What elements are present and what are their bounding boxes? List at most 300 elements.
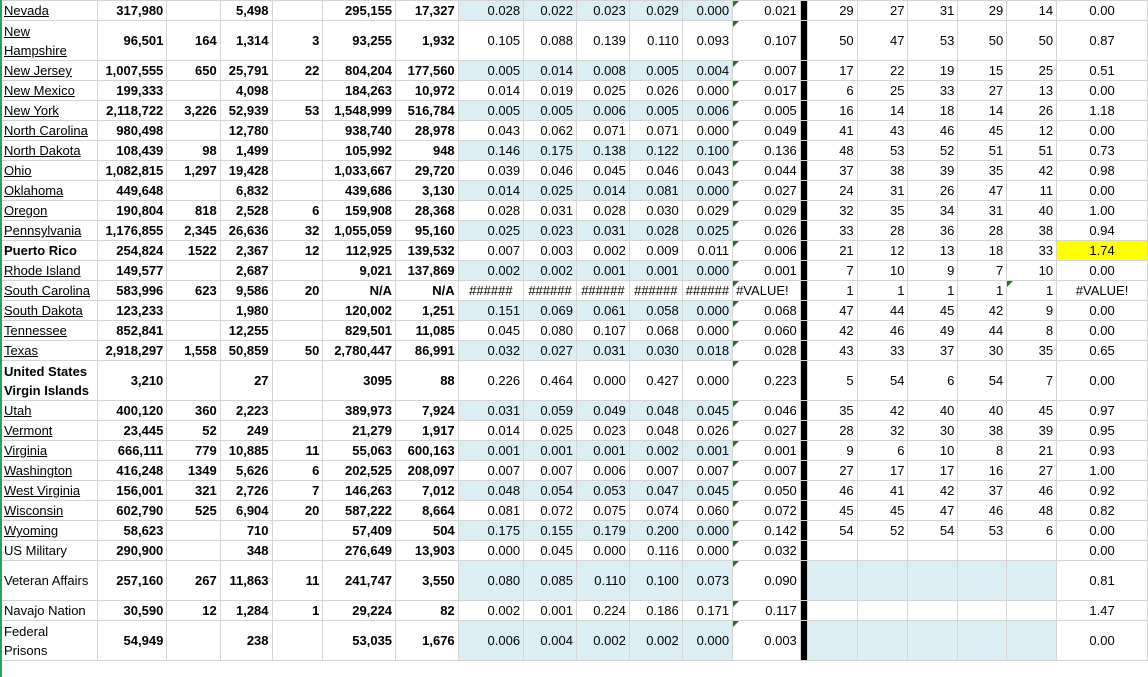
ratio-cell-2[interactable]: 0.088: [524, 21, 577, 61]
score-cell[interactable]: 1.74: [1057, 241, 1148, 261]
recovered-cell[interactable]: 57,409: [323, 521, 396, 541]
average-cell[interactable]: 0.050: [733, 481, 801, 501]
average-cell[interactable]: 0.007: [733, 461, 801, 481]
total-cases-cell[interactable]: 257,160: [98, 561, 167, 601]
ratio-cell-2[interactable]: 0.025: [524, 421, 577, 441]
ratio-cell-1[interactable]: 0.031: [458, 401, 523, 421]
col2-cell[interactable]: [167, 1, 220, 21]
total-cases-cell[interactable]: 123,233: [98, 301, 167, 321]
recovered-cell[interactable]: 184,263: [323, 81, 396, 101]
ratio-cell-4[interactable]: 0.029: [629, 1, 682, 21]
total-cases-cell[interactable]: 156,001: [98, 481, 167, 501]
ratio-cell-5[interactable]: 0.043: [682, 161, 732, 181]
ratio-cell-1[interactable]: 0.048: [458, 481, 523, 501]
score-cell[interactable]: 0.00: [1057, 301, 1148, 321]
ratio-cell-3[interactable]: 0.000: [576, 361, 629, 401]
rank-cell-2[interactable]: 35: [857, 201, 908, 221]
ratio-cell-3[interactable]: 0.014: [576, 181, 629, 201]
ratio-cell-1[interactable]: 0.028: [458, 1, 523, 21]
recovered-cell[interactable]: 93,255: [323, 21, 396, 61]
region-name-cell[interactable]: [1, 601, 98, 621]
region-name-cell[interactable]: [1, 281, 98, 301]
ratio-cell-1[interactable]: 0.028: [458, 201, 523, 221]
ratio-cell-4[interactable]: 0.186: [629, 601, 682, 621]
deaths-cell[interactable]: 2,367: [220, 241, 272, 261]
rank-cell-4[interactable]: 29: [958, 1, 1007, 21]
ratio-cell-1[interactable]: 0.151: [458, 301, 523, 321]
rank-cell-5[interactable]: 27: [1007, 461, 1057, 481]
rank-cell-2[interactable]: 53: [857, 141, 908, 161]
ratio-cell-5[interactable]: 0.171: [682, 601, 732, 621]
score-cell[interactable]: 0.95: [1057, 421, 1148, 441]
ratio-cell-1[interactable]: 0.014: [458, 181, 523, 201]
region-name-cell[interactable]: [1, 161, 98, 181]
active-cell[interactable]: 948: [396, 141, 459, 161]
total-cases-cell[interactable]: 1,082,815: [98, 161, 167, 181]
col4-cell[interactable]: 11: [272, 561, 323, 601]
recovered-cell[interactable]: 29,224: [323, 601, 396, 621]
col2-cell[interactable]: 267: [167, 561, 220, 601]
ratio-cell-1[interactable]: 0.039: [458, 161, 523, 181]
col4-cell[interactable]: 3: [272, 21, 323, 61]
active-cell[interactable]: 17,327: [396, 1, 459, 21]
ratio-cell-4[interactable]: 0.009: [629, 241, 682, 261]
ratio-cell-3[interactable]: 0.000: [576, 541, 629, 561]
col4-cell[interactable]: [272, 1, 323, 21]
rank-cell-4[interactable]: 40: [958, 401, 1007, 421]
ratio-cell-1[interactable]: 0.080: [458, 561, 523, 601]
col2-cell[interactable]: 623: [167, 281, 220, 301]
deaths-cell[interactable]: 27: [220, 361, 272, 401]
col4-cell[interactable]: [272, 321, 323, 341]
total-cases-cell[interactable]: 2,918,297: [98, 341, 167, 361]
rank-cell-4[interactable]: 46: [958, 501, 1007, 521]
ratio-cell-2[interactable]: 0.004: [524, 621, 577, 661]
region-name-cell[interactable]: [1, 541, 98, 561]
total-cases-cell[interactable]: 416,248: [98, 461, 167, 481]
average-cell[interactable]: 0.049: [733, 121, 801, 141]
rank-cell-4[interactable]: 16: [958, 461, 1007, 481]
rank-cell-3[interactable]: 37: [908, 341, 958, 361]
rank-cell-3[interactable]: 30: [908, 421, 958, 441]
col2-cell[interactable]: 3,226: [167, 101, 220, 121]
deaths-cell[interactable]: 1,314: [220, 21, 272, 61]
ratio-cell-4[interactable]: 0.058: [629, 301, 682, 321]
ratio-cell-1[interactable]: 0.032: [458, 341, 523, 361]
recovered-cell[interactable]: 112,925: [323, 241, 396, 261]
col2-cell[interactable]: [167, 261, 220, 281]
ratio-cell-5[interactable]: 0.000: [682, 81, 732, 101]
ratio-cell-2[interactable]: 0.464: [524, 361, 577, 401]
rank-cell-4[interactable]: 28: [958, 221, 1007, 241]
deaths-cell[interactable]: 2,726: [220, 481, 272, 501]
rank-cell-4[interactable]: 7: [958, 261, 1007, 281]
deaths-cell[interactable]: 4,098: [220, 81, 272, 101]
ratio-cell-2[interactable]: 0.022: [524, 1, 577, 21]
score-cell[interactable]: 0.94: [1057, 221, 1148, 241]
rank-cell-3[interactable]: 10: [908, 441, 958, 461]
rank-cell-2[interactable]: 27: [857, 1, 908, 21]
total-cases-cell[interactable]: 23,445: [98, 421, 167, 441]
ratio-cell-2[interactable]: 0.003: [524, 241, 577, 261]
rank-cell-2[interactable]: [857, 561, 908, 601]
ratio-cell-4[interactable]: ######: [629, 281, 682, 301]
deaths-cell[interactable]: 6,832: [220, 181, 272, 201]
rank-cell-1[interactable]: 48: [807, 141, 857, 161]
ratio-cell-1[interactable]: 0.014: [458, 421, 523, 441]
rank-cell-5[interactable]: 6: [1007, 521, 1057, 541]
ratio-cell-4[interactable]: 0.028: [629, 221, 682, 241]
rank-cell-1[interactable]: 1: [807, 281, 857, 301]
ratio-cell-4[interactable]: 0.002: [629, 441, 682, 461]
score-cell[interactable]: 0.82: [1057, 501, 1148, 521]
total-cases-cell[interactable]: 583,996: [98, 281, 167, 301]
rank-cell-4[interactable]: [958, 561, 1007, 601]
rank-cell-4[interactable]: 27: [958, 81, 1007, 101]
score-cell[interactable]: 0.00: [1057, 361, 1148, 401]
deaths-cell[interactable]: 52,939: [220, 101, 272, 121]
deaths-cell[interactable]: 2,687: [220, 261, 272, 281]
rank-cell-1[interactable]: 21: [807, 241, 857, 261]
rank-cell-1[interactable]: 46: [807, 481, 857, 501]
rank-cell-4[interactable]: 53: [958, 521, 1007, 541]
ratio-cell-3[interactable]: 0.031: [576, 341, 629, 361]
average-cell[interactable]: 0.017: [733, 81, 801, 101]
ratio-cell-4[interactable]: 0.002: [629, 621, 682, 661]
average-cell[interactable]: 0.007: [733, 61, 801, 81]
region-name-cell[interactable]: [1, 341, 98, 361]
ratio-cell-4[interactable]: 0.026: [629, 81, 682, 101]
ratio-cell-2[interactable]: 0.019: [524, 81, 577, 101]
rank-cell-2[interactable]: 33: [857, 341, 908, 361]
score-cell[interactable]: 0.00: [1057, 521, 1148, 541]
average-cell[interactable]: 0.142: [733, 521, 801, 541]
col2-cell[interactable]: [167, 301, 220, 321]
ratio-cell-1[interactable]: 0.081: [458, 501, 523, 521]
ratio-cell-4[interactable]: 0.068: [629, 321, 682, 341]
rank-cell-3[interactable]: [908, 601, 958, 621]
ratio-cell-1[interactable]: 0.006: [458, 621, 523, 661]
rank-cell-3[interactable]: 47: [908, 501, 958, 521]
rank-cell-2[interactable]: 14: [857, 101, 908, 121]
ratio-cell-5[interactable]: 0.045: [682, 401, 732, 421]
rank-cell-5[interactable]: 42: [1007, 161, 1057, 181]
active-cell[interactable]: 28,368: [396, 201, 459, 221]
col4-cell[interactable]: 53: [272, 101, 323, 121]
total-cases-cell[interactable]: 317,980: [98, 1, 167, 21]
score-cell[interactable]: 0.98: [1057, 161, 1148, 181]
ratio-cell-2[interactable]: 0.014: [524, 61, 577, 81]
region-name-cell[interactable]: [1, 421, 98, 441]
col2-cell[interactable]: [167, 81, 220, 101]
region-name-cell[interactable]: [1, 301, 98, 321]
rank-cell-5[interactable]: 25: [1007, 61, 1057, 81]
recovered-cell[interactable]: 3095: [323, 361, 396, 401]
average-cell[interactable]: 0.046: [733, 401, 801, 421]
total-cases-cell[interactable]: 30,590: [98, 601, 167, 621]
ratio-cell-4[interactable]: 0.116: [629, 541, 682, 561]
ratio-cell-1[interactable]: 0.007: [458, 461, 523, 481]
active-cell[interactable]: 1,932: [396, 21, 459, 61]
rank-cell-1[interactable]: 16: [807, 101, 857, 121]
ratio-cell-1[interactable]: ######: [458, 281, 523, 301]
average-cell[interactable]: 0.068: [733, 301, 801, 321]
ratio-cell-2[interactable]: 0.046: [524, 161, 577, 181]
col4-cell[interactable]: 32: [272, 221, 323, 241]
average-cell[interactable]: 0.027: [733, 181, 801, 201]
rank-cell-2[interactable]: 22: [857, 61, 908, 81]
deaths-cell[interactable]: 249: [220, 421, 272, 441]
rank-cell-3[interactable]: 18: [908, 101, 958, 121]
rank-cell-5[interactable]: 51: [1007, 141, 1057, 161]
rank-cell-1[interactable]: 17: [807, 61, 857, 81]
deaths-cell[interactable]: 2,528: [220, 201, 272, 221]
rank-cell-1[interactable]: 42: [807, 321, 857, 341]
score-cell[interactable]: 0.00: [1057, 81, 1148, 101]
recovered-cell[interactable]: 587,222: [323, 501, 396, 521]
col2-cell[interactable]: 650: [167, 61, 220, 81]
rank-cell-1[interactable]: 47: [807, 301, 857, 321]
deaths-cell[interactable]: 25,791: [220, 61, 272, 81]
rank-cell-4[interactable]: 37: [958, 481, 1007, 501]
rank-cell-1[interactable]: 9: [807, 441, 857, 461]
total-cases-cell[interactable]: 199,333: [98, 81, 167, 101]
col2-cell[interactable]: [167, 181, 220, 201]
active-cell[interactable]: 504: [396, 521, 459, 541]
total-cases-cell[interactable]: 449,648: [98, 181, 167, 201]
deaths-cell[interactable]: 11,863: [220, 561, 272, 601]
rank-cell-2[interactable]: 1: [857, 281, 908, 301]
region-name-cell[interactable]: [1, 361, 98, 401]
active-cell[interactable]: 88: [396, 361, 459, 401]
region-name-cell[interactable]: [1, 121, 98, 141]
ratio-cell-3[interactable]: 0.028: [576, 201, 629, 221]
recovered-cell[interactable]: 146,263: [323, 481, 396, 501]
deaths-cell[interactable]: 1,499: [220, 141, 272, 161]
rank-cell-1[interactable]: 29: [807, 1, 857, 21]
active-cell[interactable]: 82: [396, 601, 459, 621]
rank-cell-3[interactable]: 31: [908, 1, 958, 21]
col4-cell[interactable]: 6: [272, 461, 323, 481]
col4-cell[interactable]: 20: [272, 281, 323, 301]
deaths-cell[interactable]: 19,428: [220, 161, 272, 181]
col4-cell[interactable]: 7: [272, 481, 323, 501]
average-cell[interactable]: 0.072: [733, 501, 801, 521]
rank-cell-3[interactable]: 39: [908, 161, 958, 181]
col4-cell[interactable]: [272, 181, 323, 201]
rank-cell-3[interactable]: 46: [908, 121, 958, 141]
ratio-cell-4[interactable]: 0.081: [629, 181, 682, 201]
rank-cell-5[interactable]: 38: [1007, 221, 1057, 241]
rank-cell-4[interactable]: 14: [958, 101, 1007, 121]
ratio-cell-4[interactable]: 0.007: [629, 461, 682, 481]
ratio-cell-4[interactable]: 0.110: [629, 21, 682, 61]
region-name-cell[interactable]: [1, 21, 98, 61]
col4-cell[interactable]: [272, 361, 323, 401]
rank-cell-3[interactable]: 33: [908, 81, 958, 101]
average-cell[interactable]: 0.021: [733, 1, 801, 21]
total-cases-cell[interactable]: 54,949: [98, 621, 167, 661]
score-cell[interactable]: 0.00: [1057, 121, 1148, 141]
active-cell[interactable]: 1,676: [396, 621, 459, 661]
rank-cell-4[interactable]: 8: [958, 441, 1007, 461]
rank-cell-3[interactable]: [908, 541, 958, 561]
rank-cell-5[interactable]: 46: [1007, 481, 1057, 501]
score-cell[interactable]: 0.97: [1057, 401, 1148, 421]
average-cell[interactable]: #VALUE!: [733, 281, 801, 301]
ratio-cell-5[interactable]: 0.000: [682, 621, 732, 661]
ratio-cell-4[interactable]: 0.046: [629, 161, 682, 181]
ratio-cell-3[interactable]: 0.001: [576, 261, 629, 281]
recovered-cell[interactable]: 120,002: [323, 301, 396, 321]
total-cases-cell[interactable]: 666,111: [98, 441, 167, 461]
region-name-cell[interactable]: [1, 241, 98, 261]
rank-cell-2[interactable]: 31: [857, 181, 908, 201]
col2-cell[interactable]: [167, 521, 220, 541]
average-cell[interactable]: 0.032: [733, 541, 801, 561]
rank-cell-5[interactable]: 12: [1007, 121, 1057, 141]
score-cell[interactable]: 1.00: [1057, 461, 1148, 481]
col4-cell[interactable]: [272, 541, 323, 561]
deaths-cell[interactable]: 50,859: [220, 341, 272, 361]
ratio-cell-4[interactable]: 0.200: [629, 521, 682, 541]
recovered-cell[interactable]: 9,021: [323, 261, 396, 281]
rank-cell-4[interactable]: [958, 541, 1007, 561]
ratio-cell-5[interactable]: 0.000: [682, 181, 732, 201]
recovered-cell[interactable]: 439,686: [323, 181, 396, 201]
ratio-cell-3[interactable]: 0.139: [576, 21, 629, 61]
ratio-cell-5[interactable]: 0.000: [682, 121, 732, 141]
active-cell[interactable]: 516,784: [396, 101, 459, 121]
ratio-cell-5[interactable]: 0.026: [682, 421, 732, 441]
ratio-cell-1[interactable]: 0.000: [458, 541, 523, 561]
ratio-cell-3[interactable]: 0.031: [576, 221, 629, 241]
col2-cell[interactable]: 98: [167, 141, 220, 161]
col2-cell[interactable]: [167, 541, 220, 561]
col4-cell[interactable]: 6: [272, 201, 323, 221]
region-name-cell[interactable]: [1, 261, 98, 281]
deaths-cell[interactable]: 10,885: [220, 441, 272, 461]
recovered-cell[interactable]: 105,992: [323, 141, 396, 161]
score-cell[interactable]: 0.00: [1057, 181, 1148, 201]
region-name-cell[interactable]: [1, 181, 98, 201]
ratio-cell-1[interactable]: 0.005: [458, 101, 523, 121]
col4-cell[interactable]: 20: [272, 501, 323, 521]
region-name-cell[interactable]: [1, 621, 98, 661]
ratio-cell-3[interactable]: 0.006: [576, 101, 629, 121]
ratio-cell-3[interactable]: 0.002: [576, 621, 629, 661]
recovered-cell[interactable]: N/A: [323, 281, 396, 301]
active-cell[interactable]: 86,991: [396, 341, 459, 361]
rank-cell-4[interactable]: [958, 601, 1007, 621]
rank-cell-3[interactable]: 1: [908, 281, 958, 301]
ratio-cell-2[interactable]: 0.023: [524, 221, 577, 241]
recovered-cell[interactable]: 829,501: [323, 321, 396, 341]
ratio-cell-3[interactable]: 0.179: [576, 521, 629, 541]
rank-cell-2[interactable]: 44: [857, 301, 908, 321]
rank-cell-1[interactable]: 43: [807, 341, 857, 361]
ratio-cell-2[interactable]: 0.069: [524, 301, 577, 321]
recovered-cell[interactable]: 1,055,059: [323, 221, 396, 241]
col2-cell[interactable]: 52: [167, 421, 220, 441]
total-cases-cell[interactable]: 58,623: [98, 521, 167, 541]
score-cell[interactable]: 0.93: [1057, 441, 1148, 461]
score-cell[interactable]: 0.00: [1057, 1, 1148, 21]
average-cell[interactable]: 0.223: [733, 361, 801, 401]
ratio-cell-4[interactable]: 0.100: [629, 561, 682, 601]
ratio-cell-3[interactable]: 0.053: [576, 481, 629, 501]
deaths-cell[interactable]: 12,255: [220, 321, 272, 341]
col4-cell[interactable]: [272, 421, 323, 441]
rank-cell-5[interactable]: 40: [1007, 201, 1057, 221]
rank-cell-5[interactable]: [1007, 621, 1057, 661]
rank-cell-3[interactable]: 6: [908, 361, 958, 401]
score-cell[interactable]: 0.87: [1057, 21, 1148, 61]
rank-cell-5[interactable]: [1007, 601, 1057, 621]
average-cell[interactable]: 0.136: [733, 141, 801, 161]
ratio-cell-5[interactable]: 0.006: [682, 101, 732, 121]
rank-cell-2[interactable]: 52: [857, 521, 908, 541]
region-name-cell[interactable]: [1, 61, 98, 81]
deaths-cell[interactable]: 12,780: [220, 121, 272, 141]
ratio-cell-1[interactable]: 0.025: [458, 221, 523, 241]
deaths-cell[interactable]: 2,223: [220, 401, 272, 421]
ratio-cell-2[interactable]: 0.005: [524, 101, 577, 121]
ratio-cell-3[interactable]: 0.008: [576, 61, 629, 81]
col4-cell[interactable]: 11: [272, 441, 323, 461]
ratio-cell-3[interactable]: 0.061: [576, 301, 629, 321]
col4-cell[interactable]: [272, 161, 323, 181]
ratio-cell-4[interactable]: 0.047: [629, 481, 682, 501]
rank-cell-3[interactable]: 19: [908, 61, 958, 81]
active-cell[interactable]: 208,097: [396, 461, 459, 481]
region-name-cell[interactable]: [1, 521, 98, 541]
rank-cell-5[interactable]: 13: [1007, 81, 1057, 101]
ratio-cell-4[interactable]: 0.071: [629, 121, 682, 141]
rank-cell-2[interactable]: [857, 541, 908, 561]
ratio-cell-1[interactable]: 0.045: [458, 321, 523, 341]
ratio-cell-5[interactable]: 0.100: [682, 141, 732, 161]
rank-cell-2[interactable]: 47: [857, 21, 908, 61]
region-name-cell[interactable]: [1, 101, 98, 121]
recovered-cell[interactable]: 159,908: [323, 201, 396, 221]
rank-cell-3[interactable]: 26: [908, 181, 958, 201]
ratio-cell-4[interactable]: 0.005: [629, 61, 682, 81]
ratio-cell-5[interactable]: 0.045: [682, 481, 732, 501]
average-cell[interactable]: 0.090: [733, 561, 801, 601]
ratio-cell-2[interactable]: 0.062: [524, 121, 577, 141]
rank-cell-4[interactable]: 38: [958, 421, 1007, 441]
rank-cell-5[interactable]: 39: [1007, 421, 1057, 441]
active-cell[interactable]: 7,924: [396, 401, 459, 421]
recovered-cell[interactable]: 276,649: [323, 541, 396, 561]
ratio-cell-2[interactable]: 0.045: [524, 541, 577, 561]
rank-cell-1[interactable]: [807, 621, 857, 661]
col4-cell[interactable]: [272, 401, 323, 421]
ratio-cell-4[interactable]: 0.005: [629, 101, 682, 121]
average-cell[interactable]: 0.001: [733, 441, 801, 461]
rank-cell-1[interactable]: 54: [807, 521, 857, 541]
rank-cell-5[interactable]: 26: [1007, 101, 1057, 121]
rank-cell-4[interactable]: 47: [958, 181, 1007, 201]
active-cell[interactable]: 7,012: [396, 481, 459, 501]
total-cases-cell[interactable]: 400,120: [98, 401, 167, 421]
ratio-cell-2[interactable]: 0.080: [524, 321, 577, 341]
active-cell[interactable]: 11,085: [396, 321, 459, 341]
ratio-cell-1[interactable]: 0.043: [458, 121, 523, 141]
total-cases-cell[interactable]: 3,210: [98, 361, 167, 401]
region-name-cell[interactable]: [1, 221, 98, 241]
